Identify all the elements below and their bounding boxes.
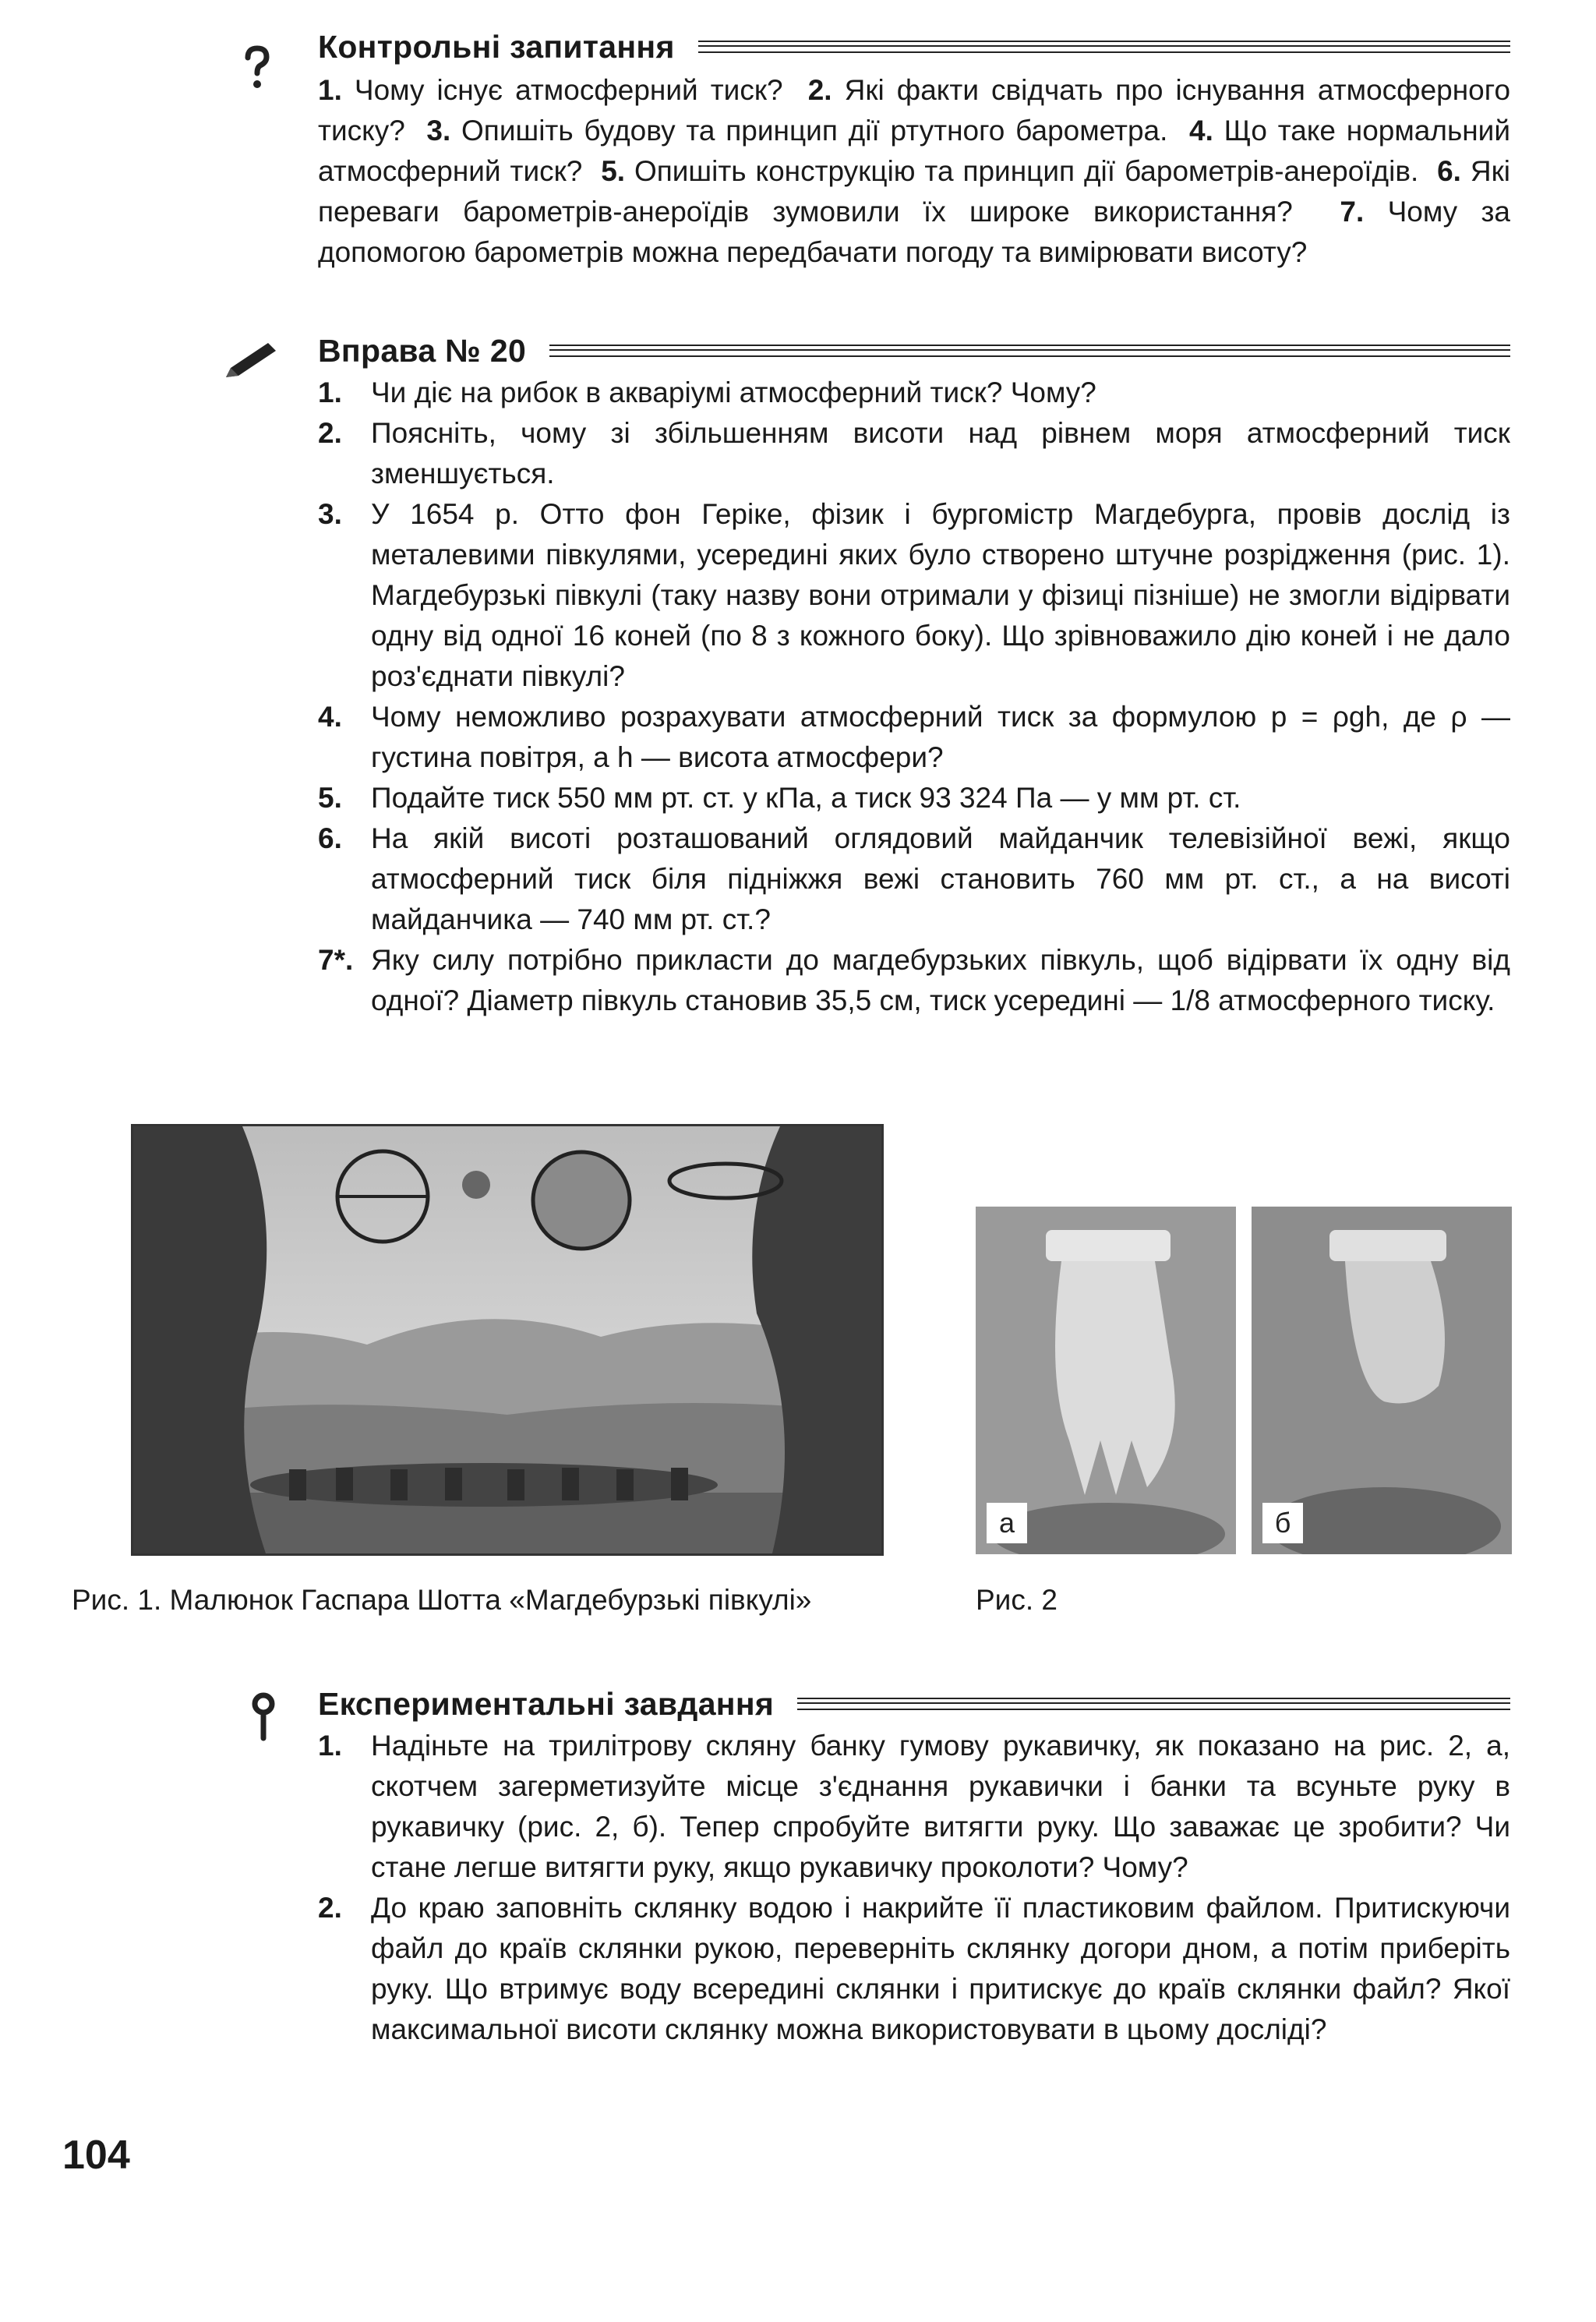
heading-rule (698, 41, 1510, 53)
question-text: Які переваги барометрів-анероїдів зумовили їх широке використання? (318, 155, 1511, 228)
list-item (318, 818, 1510, 940)
exercise-heading: Вправа № 20 (318, 332, 527, 369)
control-questions-section (318, 25, 1510, 273)
heading-rule (549, 345, 1510, 357)
experimental-list (318, 1726, 1510, 2050)
question-text: Які факти свідчать про існування атмосферного тиску? (318, 74, 1511, 147)
item-number: 5. (318, 782, 342, 814)
exercise-list (318, 373, 1510, 1021)
figure-magdeburg-engraving (131, 1124, 884, 1556)
item-text: Яку силу потрібно прикласти до магдебурзьких півкуль, щоб відірвати їх одну від одної? Діаметр півкуль становив 35,5 см, тиск усередині — 1/8 атмосферного тиску. (371, 944, 1510, 1016)
list-item (318, 413, 1510, 494)
figure-glove-photos (976, 1207, 1512, 1554)
item-text: На якій висоті розташований оглядовий майданчик телевізійної вежі, якщо атмосферний тиск біля підніжжя вежі становить 760 мм рт. ст., а на висоті майданчика — 740 мм рт. ст.? (371, 822, 1510, 935)
item-text: До краю заповніть склянку водою і накрийте її пластиковим файлом. Притискуючи файл до країв склянки рукою, переверніть склянку догори дном, а потім приберіть руку. Що втримує воду всередині склянки і притискує до країв склянки файл? Якої максимальної висоти склянку можна використовувати в цьому досліді? (371, 1892, 1510, 2045)
list-item (318, 1888, 1510, 2050)
list-item (318, 778, 1510, 818)
item-text: Надіньте на трилітрову скляну банку гумову рукавичку, як показано на рис. 2, а, скотчем загерметизуйте місце з'єднання рукавички і банки та всуньте руку в рукавичку (рис. 2, б). Тепер спробуйте витягти руку. Що заважає це зробити? Чи стане легше витягти руку, якщо рукавичку проколоти? Чому? (371, 1730, 1510, 1883)
item-text: Чи діє на рибок в акваріумі атмосферний тиск? Чому? (371, 376, 1096, 408)
exercise-section (318, 329, 1510, 1021)
photo-label-a: а (987, 1503, 1027, 1543)
item-number: 7*. (318, 944, 354, 976)
pencil-icon (220, 337, 282, 383)
item-number: 2. (318, 417, 342, 449)
question-number: 3. (426, 115, 451, 147)
experimental-section (318, 1682, 1510, 2050)
item-number: 2. (318, 1892, 342, 1924)
item-text: Подайте тиск 550 мм рт. ст. у кПа, а тиск 93 324 Па — у мм рт. ст. (371, 782, 1241, 814)
item-text: Поясніть, чому зі збільшенням висоти над рівнем моря атмосферний тиск зменшується. (371, 417, 1510, 489)
list-item (318, 494, 1510, 697)
question-number: 4. (1189, 115, 1213, 147)
engraving-illustration (133, 1126, 881, 1553)
item-number: 1. (318, 1730, 342, 1762)
magnifier-icon (248, 1691, 279, 1741)
item-text: У 1654 р. Отто фон Геріке, фізик і бургомістр Магдебурга, провів дослід із металевими півкулями, усередині яких було створено штучне розрідження (рис. 1). Магдебурзькі півкулі (таку назву вони отримали у фізиці пізніше) не змогли відірвати одну від одної 16 коней (по 8 з кожного боку). Що зрівноважило дію коней і не дало роз'єднати півкулі? (371, 498, 1510, 692)
experimental-heading: Експериментальні завдання (318, 1685, 775, 1722)
control-questions-text (318, 70, 1510, 273)
figure-1-caption: Рис. 1. Малюнок Гаспара Шотта «Магдебурзькі півкулі» (72, 1584, 812, 1616)
heading-rule (797, 1698, 1510, 1710)
question-number: 2. (807, 74, 832, 106)
item-number: 6. (318, 822, 342, 854)
item-number: 3. (318, 498, 342, 530)
question-text: Чому існує атмосферний тиск? (354, 74, 783, 106)
list-item (318, 940, 1510, 1021)
item-text: Чому неможливо розрахувати атмосферний тиск за формулою p = ρgh, де ρ — густина повітря, а h — висота атмосфери? (371, 701, 1510, 773)
question-text: Чому за допомогою барометрів можна передбачати погоду та вимірювати висоту? (318, 196, 1511, 268)
question-text: Опишіть будову та принцип дії ртутного барометра. (461, 115, 1168, 147)
figure-2-caption: Рис. 2 (976, 1584, 1058, 1616)
list-item (318, 373, 1510, 413)
control-questions-heading-row (318, 25, 1510, 69)
experimental-heading-row (318, 1682, 1510, 1726)
photo-label-b: б (1262, 1503, 1303, 1543)
question-text: Що таке нормальний атмосферний тиск? (318, 115, 1511, 187)
list-item (318, 1726, 1510, 1888)
question-mark-icon (242, 45, 273, 92)
question-number: 5. (601, 155, 626, 187)
question-text: Опишіть конструкцію та принцип дії барометрів-анероїдів. (634, 155, 1419, 187)
list-item (318, 697, 1510, 778)
control-questions-heading: Контрольні запитання (318, 28, 675, 65)
photo-a (976, 1207, 1236, 1554)
photo-b (1252, 1207, 1512, 1554)
question-number: 1. (318, 74, 342, 106)
item-number: 1. (318, 376, 342, 408)
question-number: 7. (1340, 196, 1365, 228)
item-number: 4. (318, 701, 342, 733)
question-number: 6. (1437, 155, 1461, 187)
page-number: 104 (62, 2133, 130, 2178)
exercise-heading-row (318, 329, 1510, 373)
